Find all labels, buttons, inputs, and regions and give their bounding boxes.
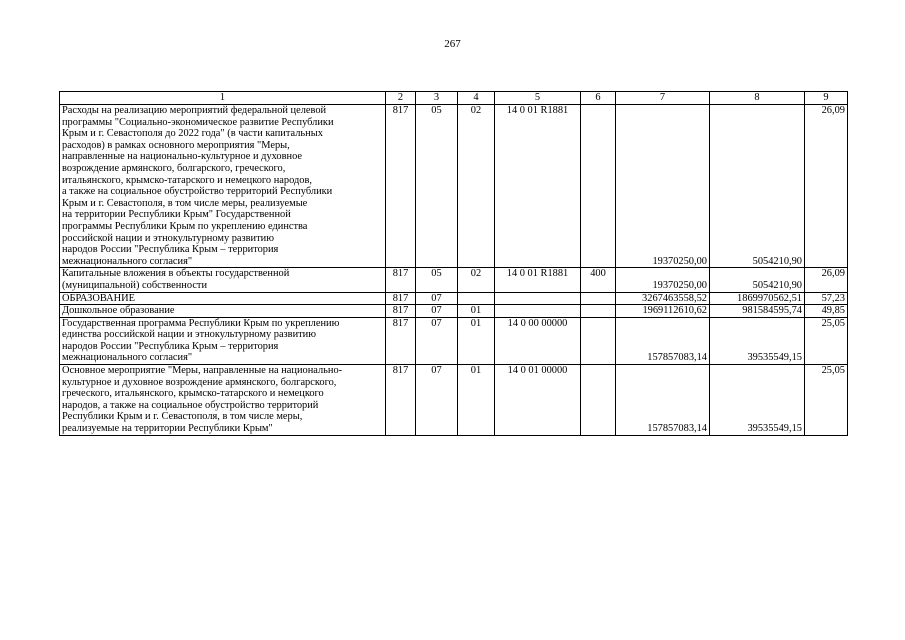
row-name [60, 268, 386, 292]
row-name-line: Республики Крым и г. Севастополя, в том числе меры, [62, 411, 303, 423]
row-name-line: народов, а также на социальное обустройство территорий [62, 399, 319, 411]
row-executed-amount: 1869970562,51 [710, 292, 805, 305]
row-section-code: 05 [416, 268, 458, 292]
row-admin-code: 817 [386, 268, 416, 292]
row-executed-amount: 5054210,90 [710, 268, 805, 292]
header-cell: 3 [416, 92, 458, 105]
row-name-line: Дошкольное образование [62, 305, 175, 317]
table-row [60, 105, 848, 268]
header-cell: 9 [805, 92, 848, 105]
row-target-code: 14 0 01 00000 [495, 365, 581, 436]
row-subsection-code: 02 [458, 105, 495, 268]
row-name-line: ОБРАЗОВАНИЕ [62, 292, 136, 304]
row-name-line: межнационального согласия" [62, 255, 193, 267]
row-name-line: программы "Социально-экономическое развитие Республики [62, 116, 334, 128]
row-percent: 25,05 [805, 317, 848, 364]
header-cell: 6 [581, 92, 616, 105]
row-name [60, 317, 386, 364]
row-executed-amount: 981584595,74 [710, 305, 805, 318]
row-section-code: 07 [416, 305, 458, 318]
row-subsection-code: 02 [458, 268, 495, 292]
row-name-line: Капитальные вложения в объекты государственной [62, 268, 290, 280]
row-name-line: Крым и г. Севастополя, в том числе меры, реализуемые [62, 197, 308, 209]
row-name-line: межнационального согласия" [62, 352, 193, 364]
row-expense-type: 400 [581, 268, 616, 292]
row-admin-code: 817 [386, 317, 416, 364]
row-expense-type [581, 105, 616, 268]
row-planned-amount: 1969112610,62 [616, 305, 710, 318]
row-target-code: 14 0 00 00000 [495, 317, 581, 364]
row-executed-amount: 5054210,90 [710, 105, 805, 268]
row-section-code: 05 [416, 105, 458, 268]
row-admin-code: 817 [386, 292, 416, 305]
row-expense-type [581, 292, 616, 305]
budget-table [59, 91, 848, 436]
row-name-line: итальянского, крымско-татарского и немецкого народов, [62, 174, 312, 186]
row-planned-amount: 157857083,14 [616, 365, 710, 436]
header-cell: 5 [495, 92, 581, 105]
table-row [60, 317, 848, 364]
row-name-line: российской нации и этнокультурному развитию [62, 232, 274, 244]
header-cell: 2 [386, 92, 416, 105]
row-name [60, 305, 386, 318]
row-subsection-code: 01 [458, 365, 495, 436]
row-name-line: Государственная программа Республики Крым по укреплению [62, 317, 340, 329]
row-subsection-code: 01 [458, 305, 495, 318]
row-name-line: направленные на национально-культурное и духовное [62, 151, 303, 163]
row-name-line: (муниципальной) собственности [62, 279, 208, 291]
row-target-code: 14 0 01 R1881 [495, 105, 581, 268]
row-section-code: 07 [416, 317, 458, 364]
row-name [60, 365, 386, 436]
row-target-code [495, 292, 581, 305]
row-executed-amount: 39535549,15 [710, 365, 805, 436]
header-cell: 7 [616, 92, 710, 105]
row-admin-code: 817 [386, 365, 416, 436]
row-percent: 26,09 [805, 105, 848, 268]
row-section-code: 07 [416, 292, 458, 305]
row-name-line: Расходы на реализацию мероприятий федеральной целевой [62, 105, 327, 116]
header-cell: 1 [60, 92, 386, 105]
row-planned-amount: 3267463558,52 [616, 292, 710, 305]
row-section-code: 07 [416, 365, 458, 436]
row-name [60, 292, 386, 305]
row-name-line: а также на социальное обустройство территорий Республики [62, 186, 333, 198]
row-planned-amount: 19370250,00 [616, 268, 710, 292]
header-cell: 4 [458, 92, 495, 105]
row-name-line: народов России "Республика Крым – территория [62, 340, 279, 352]
row-target-code [495, 305, 581, 318]
row-expense-type [581, 317, 616, 364]
row-name-line: греческого, итальянского, крымско-татарского и немецкого [62, 388, 324, 400]
row-expense-type [581, 365, 616, 436]
row-name [60, 105, 386, 268]
header-cell: 8 [710, 92, 805, 105]
row-expense-type [581, 305, 616, 318]
table-row [60, 292, 848, 305]
row-name-line: на территории Республики Крым" Государственной [62, 209, 291, 221]
row-name-line: реализуемые на территории Республики Крым" [62, 423, 273, 435]
row-name-line: Крым и г. Севастополя до 2022 года" (в части капитальных [62, 128, 323, 140]
row-planned-amount: 19370250,00 [616, 105, 710, 268]
row-name-line: культурное и духовное возрождение армянского, болгарского, [62, 376, 337, 388]
row-name-line: народов России "Республика Крым – территория [62, 244, 279, 256]
row-name-line: программы Республики Крым по укреплению единства [62, 220, 308, 232]
row-name-line: Основное мероприятие "Меры, направленные на национально- [62, 365, 343, 377]
row-target-code: 14 0 01 R1881 [495, 268, 581, 292]
row-name-line: возрождение армянского, болгарского, греческого, [62, 162, 286, 174]
table-header-row [60, 92, 848, 105]
row-subsection-code: 01 [458, 317, 495, 364]
row-executed-amount: 39535549,15 [710, 317, 805, 364]
row-name-line: единства российской нации и этнокультурному развитию [62, 329, 316, 341]
row-percent: 26,09 [805, 268, 848, 292]
row-percent: 57,23 [805, 292, 848, 305]
row-subsection-code [458, 292, 495, 305]
table-row [60, 268, 848, 292]
row-admin-code: 817 [386, 305, 416, 318]
row-percent: 49,85 [805, 305, 848, 318]
row-admin-code: 817 [386, 105, 416, 268]
table-row [60, 305, 848, 318]
row-planned-amount: 157857083,14 [616, 317, 710, 364]
table-row [60, 365, 848, 436]
row-percent: 25,05 [805, 365, 848, 436]
row-name-line: расходов) в рамках основного мероприятия "Меры, [62, 139, 290, 151]
page-number: 267 [444, 38, 461, 50]
